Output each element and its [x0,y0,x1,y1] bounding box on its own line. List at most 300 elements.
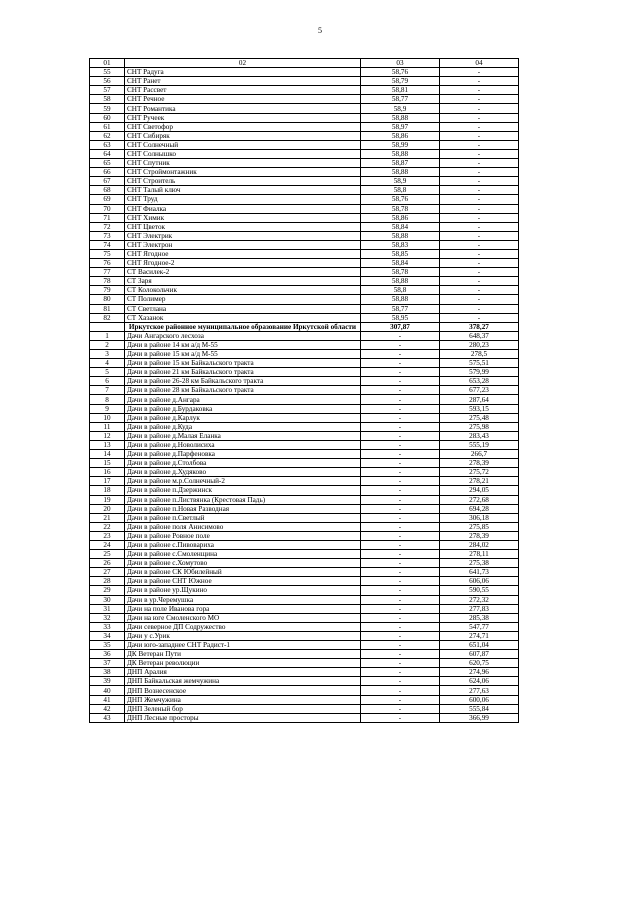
row-number: 1 [90,331,125,340]
value-04: - [440,86,519,95]
row-name: Дачи в районе 15 км Байкальского тракта [125,359,361,368]
row-name: Дачи в ур.Черемушка [125,595,361,604]
row-number: 77 [90,268,125,277]
row-name: Дачи в районе 14 км а/д М-55 [125,340,361,349]
section-empty-cell [90,322,125,331]
value-04: 278,39 [440,531,519,540]
value-04: 593,15 [440,404,519,413]
row-name: СТ Василек-2 [125,268,361,277]
table-row [90,95,519,104]
value-03: - [361,695,440,704]
header-col-01: 01 [90,59,125,68]
value-03: 58,88 [361,149,440,158]
row-number: 7 [90,386,125,395]
row-number: 58 [90,95,125,104]
value-03: - [361,331,440,340]
row-name: Дачи в районе д.Худяково [125,468,361,477]
row-number: 57 [90,86,125,95]
value-03: - [361,659,440,668]
table-row [90,204,519,213]
value-04: 694,28 [440,504,519,513]
row-name: СНТ Речное [125,95,361,104]
row-number: 38 [90,668,125,677]
value-03: 58,87 [361,159,440,168]
value-04: - [440,159,519,168]
value-03: 58,84 [361,222,440,231]
row-number: 25 [90,550,125,559]
row-name: Дачи в районе д.Куда [125,422,361,431]
row-number: 72 [90,222,125,231]
row-number: 43 [90,713,125,722]
value-03: - [361,713,440,722]
row-number: 6 [90,377,125,386]
value-03: - [361,631,440,640]
row-number: 14 [90,450,125,459]
value-04: - [440,295,519,304]
value-04: 278,21 [440,477,519,486]
value-03: - [361,450,440,459]
value-03: - [361,568,440,577]
row-name: Дачи на юге Смоленского МО [125,613,361,622]
value-04: - [440,231,519,240]
value-04: - [440,168,519,177]
row-number: 18 [90,486,125,495]
table-row [90,249,519,258]
value-04: 620,75 [440,659,519,668]
value-03: 58,76 [361,68,440,77]
row-number: 10 [90,413,125,422]
table-row [90,650,519,659]
value-03: 58,9 [361,104,440,113]
table-row [90,286,519,295]
row-name: СНТ Ягодное-2 [125,259,361,268]
table-row [90,568,519,577]
value-04: - [440,95,519,104]
value-03: 58,97 [361,122,440,131]
row-number: 79 [90,286,125,295]
value-03: - [361,504,440,513]
value-04: 278,5 [440,350,519,359]
table-row [90,550,519,559]
table-row [90,331,519,340]
value-04: - [440,213,519,222]
table-row [90,713,519,722]
value-03: - [361,540,440,549]
row-number: 61 [90,122,125,131]
table-row [90,631,519,640]
row-name: Дачи юго-западнее СНТ Радист-1 [125,641,361,650]
value-04: 275,38 [440,559,519,568]
table-row [90,586,519,595]
value-04: 287,64 [440,395,519,404]
row-number: 23 [90,531,125,540]
value-04: - [440,195,519,204]
table-row [90,122,519,131]
row-number: 41 [90,695,125,704]
value-03: - [361,477,440,486]
row-number: 66 [90,168,125,177]
row-name: СНТ Строймонтажник [125,168,361,177]
row-name: СНТ Ранет [125,77,361,86]
row-name: Дачи в районе ур.Щукино [125,586,361,595]
value-03: 58,78 [361,268,440,277]
row-number: 67 [90,177,125,186]
row-name: Дачи в районе с.Пивовариха [125,540,361,549]
value-03: - [361,350,440,359]
row-name: СНТ Строитель [125,177,361,186]
row-name: СНТ Спутник [125,159,361,168]
row-number: 76 [90,259,125,268]
row-number: 4 [90,359,125,368]
value-04: 277,83 [440,604,519,613]
value-03: 58,85 [361,249,440,258]
value-04: 274,71 [440,631,519,640]
table-row [90,695,519,704]
row-name: Дачи в районе п.Новая Разводная [125,504,361,513]
value-04: - [440,313,519,322]
value-04: 266,7 [440,450,519,459]
value-04: - [440,249,519,258]
value-03: - [361,704,440,713]
table-row [90,113,519,122]
value-04: 590,55 [440,586,519,595]
row-name: СНТ Электрон [125,240,361,249]
row-number: 75 [90,249,125,258]
row-name: СНТ Сибиряк [125,131,361,140]
table-row [90,368,519,377]
section-title: Иркутское районное муниципальное образование Иркутской области [125,322,361,331]
value-04: - [440,131,519,140]
row-number: 65 [90,159,125,168]
row-name: Дачи в районе м.р.Солнечный-2 [125,477,361,486]
value-03: - [361,459,440,468]
value-03: 58,81 [361,86,440,95]
row-number: 16 [90,468,125,477]
value-03: - [361,668,440,677]
value-03: 58,84 [361,259,440,268]
value-03: - [361,386,440,395]
value-03: 58,77 [361,95,440,104]
table-row [90,222,519,231]
row-name: СНТ Солнечный [125,140,361,149]
table-row [90,622,519,631]
table-row [90,513,519,522]
row-name: СТ Колокольчик [125,286,361,295]
row-name: СНТ Радуга [125,68,361,77]
row-name: ДНП Вознесенское [125,686,361,695]
value-03: 58,83 [361,240,440,249]
row-name: СНТ Ягодное [125,249,361,258]
value-03: - [361,395,440,404]
value-03: - [361,586,440,595]
table-row [90,277,519,286]
row-name: СНТ Ручеек [125,113,361,122]
table-row [90,504,519,513]
row-name: Дачи в районе СНТ Южное [125,577,361,586]
row-number: 39 [90,677,125,686]
value-04: 641,73 [440,568,519,577]
row-name: Дачи в районе 21 км Байкальского тракта [125,368,361,377]
row-name: Дачи в районе с.Хомутово [125,559,361,568]
value-04: 651,04 [440,641,519,650]
table-row [90,304,519,313]
value-04: 278,39 [440,459,519,468]
table-row [90,440,519,449]
row-name: ДНП Байкальская жемчужина [125,677,361,686]
header-col-02: 02 [125,59,361,68]
row-number: 78 [90,277,125,286]
value-04: - [440,286,519,295]
row-name: Дачи в районе СК Юбилейный [125,568,361,577]
table-row [90,413,519,422]
value-03: 58,88 [361,231,440,240]
value-04: 575,51 [440,359,519,368]
value-03: - [361,431,440,440]
row-name: Дачи в районе 15 км а/д М-55 [125,350,361,359]
table-row [90,431,519,440]
value-03: 58,88 [361,113,440,122]
table-row [90,86,519,95]
value-04: 275,72 [440,468,519,477]
row-number: 11 [90,422,125,431]
value-03: - [361,613,440,622]
table-row [90,477,519,486]
row-number: 37 [90,659,125,668]
row-number: 36 [90,650,125,659]
row-number: 15 [90,459,125,468]
row-number: 74 [90,240,125,249]
value-03: 58,76 [361,195,440,204]
value-03: 58,99 [361,140,440,149]
value-04: 285,38 [440,613,519,622]
row-name: СНТ Талый ключ [125,186,361,195]
table-row [90,213,519,222]
table-row [90,295,519,304]
row-name: Дачи в районе поля Анисимово [125,522,361,531]
row-number: 21 [90,513,125,522]
table-row [90,68,519,77]
value-04: 579,99 [440,368,519,377]
row-name: СНТ Рассвет [125,86,361,95]
row-number: 69 [90,195,125,204]
value-04: 278,11 [440,550,519,559]
row-number: 80 [90,295,125,304]
value-04: - [440,77,519,86]
row-number: 82 [90,313,125,322]
page-number: 5 [318,26,322,35]
table-row [90,459,519,468]
table-row [90,668,519,677]
table-row [90,577,519,586]
row-name: СТ Заря [125,277,361,286]
row-number: 22 [90,522,125,531]
row-number: 12 [90,431,125,440]
value-03: - [361,368,440,377]
value-04: 275,48 [440,413,519,422]
row-name: Дачи в районе д.Парфеновка [125,450,361,459]
table-row [90,686,519,695]
value-04: 284,02 [440,540,519,549]
row-number: 68 [90,186,125,195]
value-03: - [361,495,440,504]
table-row [90,149,519,158]
row-number: 27 [90,568,125,577]
table-row [90,268,519,277]
table-row [90,195,519,204]
section-row [90,322,519,331]
row-name: Дачи в районе 28 км Байкальского тракта [125,386,361,395]
table-row [90,468,519,477]
row-name: Дачи в районе с.Смоленщина [125,550,361,559]
value-03: - [361,531,440,540]
value-03: 58,86 [361,131,440,140]
row-number: 64 [90,149,125,158]
table-row [90,450,519,459]
row-number: 31 [90,604,125,613]
value-04: 547,77 [440,622,519,631]
table-row [90,486,519,495]
row-number: 63 [90,140,125,149]
table-row [90,422,519,431]
value-04: 600,06 [440,695,519,704]
value-04: 555,84 [440,704,519,713]
value-04: 306,18 [440,513,519,522]
row-number: 34 [90,631,125,640]
table-row [90,641,519,650]
row-name: СНТ Светофор [125,122,361,131]
table-row [90,386,519,395]
value-04: - [440,259,519,268]
row-number: 71 [90,213,125,222]
table-row [90,231,519,240]
section-value-04: 378,27 [440,322,519,331]
value-03: - [361,559,440,568]
value-03: 58,86 [361,213,440,222]
value-04: - [440,68,519,77]
row-name: СТ Хазанок [125,313,361,322]
value-04: 653,28 [440,377,519,386]
row-name: СНТ Романтика [125,104,361,113]
value-04: 648,37 [440,331,519,340]
table-row [90,140,519,149]
row-number: 35 [90,641,125,650]
row-name: Дачи у с.Урик [125,631,361,640]
value-04: - [440,122,519,131]
value-03: - [361,359,440,368]
value-03: - [361,595,440,604]
value-04: 272,32 [440,595,519,604]
value-03: - [361,522,440,531]
row-name: Дачи в районе д.Малая Еланка [125,431,361,440]
value-04: 294,05 [440,486,519,495]
row-name: ДК Ветеран революции [125,659,361,668]
value-03: - [361,577,440,586]
table-row [90,177,519,186]
value-04: 283,43 [440,431,519,440]
value-04: 366,99 [440,713,519,722]
row-name: Дачи в районе д.Карлук [125,413,361,422]
row-name: Дачи на поле Иванова гора [125,604,361,613]
row-number: 9 [90,404,125,413]
value-03: 58,88 [361,295,440,304]
value-03: 58,95 [361,313,440,322]
row-name: Дачи в районе д.Бурдаковка [125,404,361,413]
value-03: - [361,422,440,431]
row-name: СНТ Солнышко [125,149,361,158]
row-number: 42 [90,704,125,713]
value-04: - [440,304,519,313]
row-number: 32 [90,613,125,622]
row-name: ДНП Жемчужина [125,695,361,704]
value-04: - [440,177,519,186]
value-04: 277,63 [440,686,519,695]
section-value-03: 307,87 [361,322,440,331]
value-03: 58,9 [361,177,440,186]
table-row [90,495,519,504]
row-number: 3 [90,350,125,359]
table-row [90,77,519,86]
row-number: 60 [90,113,125,122]
row-number: 2 [90,340,125,349]
table-header-row [90,59,519,68]
value-04: - [440,149,519,158]
value-03: - [361,677,440,686]
row-number: 13 [90,440,125,449]
row-name: ДК Ветеран Пути [125,650,361,659]
table-row [90,404,519,413]
table-row [90,377,519,386]
table-row [90,340,519,349]
table-row [90,540,519,549]
row-name: Дачи в районе 26-28 км Байкальского тракта [125,377,361,386]
row-number: 28 [90,577,125,586]
value-04: 275,98 [440,422,519,431]
value-04: - [440,113,519,122]
row-number: 40 [90,686,125,695]
value-03: - [361,440,440,449]
row-name: СТ Полимер [125,295,361,304]
row-name: Дачи в районе д.Столбова [125,459,361,468]
row-number: 8 [90,395,125,404]
row-name: Дачи в районе д.Новолисиха [125,440,361,449]
table-row [90,350,519,359]
value-03: 58,8 [361,186,440,195]
value-03: - [361,404,440,413]
value-04: 607,87 [440,650,519,659]
row-number: 73 [90,231,125,240]
value-03: 58,8 [361,286,440,295]
value-04: 606,06 [440,577,519,586]
value-03: - [361,413,440,422]
row-name: Дачи в районе п.Листвянка (Крестовая Падь) [125,495,361,504]
row-name: ДНП Зеленый бор [125,704,361,713]
table-row [90,168,519,177]
table-row [90,522,519,531]
value-03: - [361,604,440,613]
table-row [90,395,519,404]
row-number: 30 [90,595,125,604]
table-row [90,659,519,668]
value-03: 58,79 [361,77,440,86]
row-name: Дачи в районе п.Дзержинск [125,486,361,495]
row-name: СНТ Цветок [125,222,361,231]
table-row [90,613,519,622]
value-03: - [361,468,440,477]
row-name: Дачи северное ДП Содружество [125,622,361,631]
row-name: Дачи в районе д.Ангара [125,395,361,404]
table-row [90,677,519,686]
table-row [90,704,519,713]
